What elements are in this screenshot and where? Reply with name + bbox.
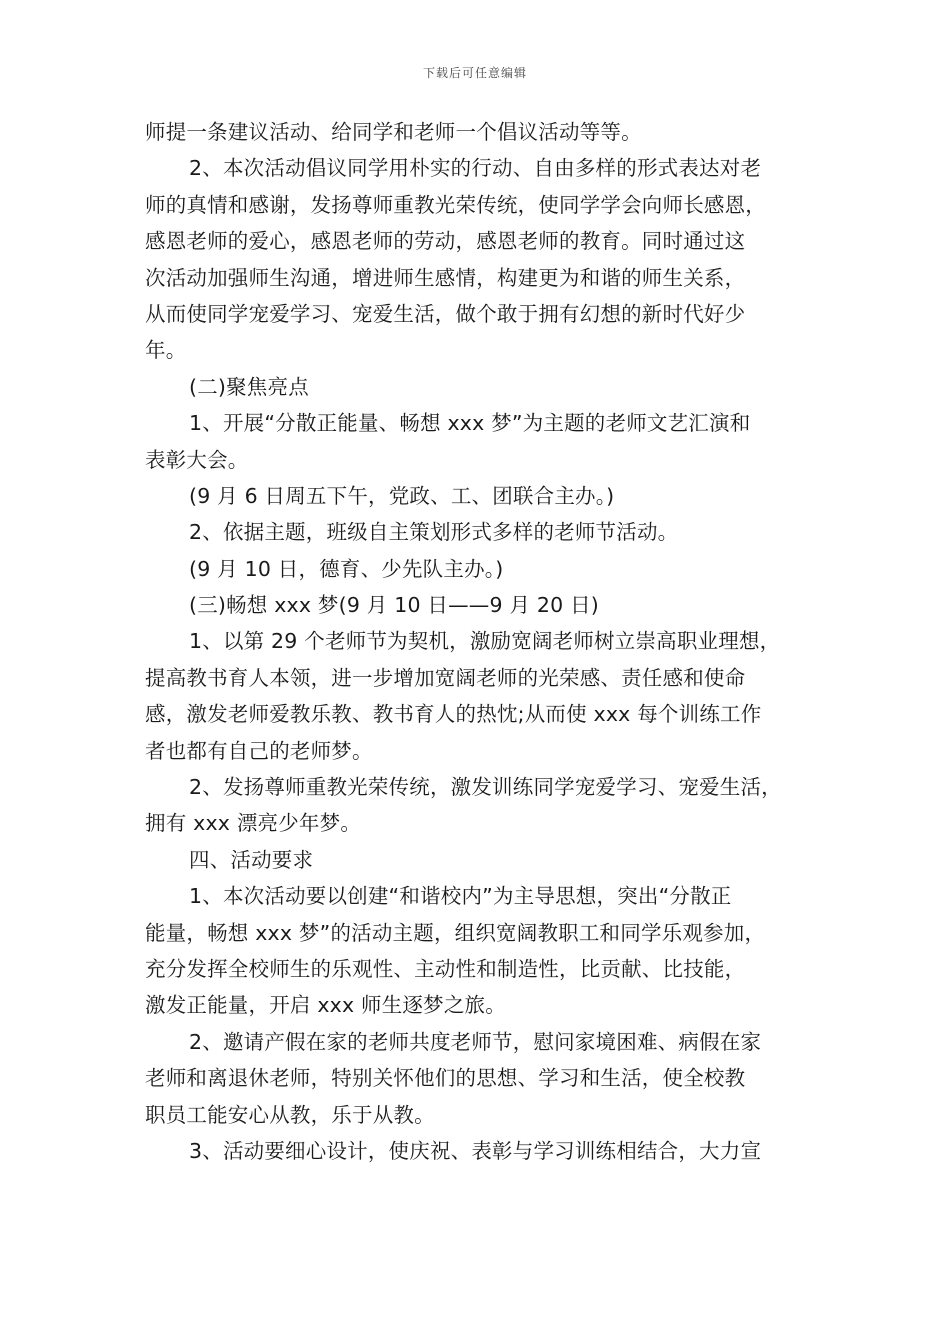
text-line: 者也都有自己的老师梦。 — [145, 738, 373, 763]
text-line: 1、以第 29 个老师节为契机，激励宽阔老师树立崇高职业理想， — [189, 629, 781, 654]
text-line: 1、开展“分散正能量、畅想 xxx 梦”为主题的老师文艺汇演和 — [189, 411, 751, 436]
text-line: (9 月 10 日，德育、少先队主办。) — [189, 556, 504, 581]
text-line: 老师和离退休老师，特别关怀他们的思想、学习和生活，使全校教 — [145, 1066, 746, 1091]
text-line: 2、依据主题，班级自主策划形式多样的老师节活动。 — [189, 520, 679, 545]
text-line: (9 月 6 日周五下午，党政、工、团联合主办。) — [189, 483, 615, 508]
text-line: 师的真情和感谢，发扬尊师重教光荣传统，使同学学会向师长感恩， — [145, 192, 766, 217]
text-line: 2、邀请产假在家的老师共度老师节，慰问家境困难、病假在家 — [189, 1029, 762, 1054]
text-line: 2、发扬尊师重教光荣传统，激发训练同学宠爱学习、宠爱生活， — [189, 775, 782, 800]
text-line: 师提一条建议活动、给同学和老师一个倡议活动等等。 — [145, 120, 642, 144]
text-line: 年。 — [145, 338, 187, 363]
text-line: 从而使同学宠爱学习、宠爱生活，做个敢于拥有幻想的新时代好少 — [145, 301, 746, 326]
text-line: 四、活动要求 — [189, 847, 314, 872]
text-line: 职员工能安心从教，乐于从教。 — [145, 1102, 435, 1127]
text-line: 能量，畅想 xxx 梦”的活动主题，组织宽阔教职工和同学乐观参加， — [145, 920, 766, 945]
text-line: 提高教书育人本领，进一步增加宽阔老师的光荣感、责任感和使命 — [145, 665, 746, 690]
header-note: 下载后可任意编辑 — [422, 66, 527, 80]
text-line: 表彰大会。 — [145, 447, 249, 472]
text-line: 激发正能量，开启 xxx 师生逐梦之旅。 — [145, 993, 506, 1018]
document-body — [145, 114, 825, 1169]
text-line: (二)聚焦亮点 — [189, 374, 309, 399]
text-line: 拥有 xxx 漂亮少年梦。 — [145, 811, 362, 836]
text-line: 感恩老师的爱心，感恩老师的劳动，感恩老师的教育。同时通过这 — [145, 229, 746, 254]
text-line: 感，激发老师爱教乐教、教书育人的热忱;从而使 xxx 每个训练工作 — [145, 702, 762, 727]
text-line: 2、本次活动倡议同学用朴实的行动、自由多样的形式表达对老 — [189, 156, 762, 181]
text-line: 次活动加强师生沟通，增进师生感情，构建更为和谐的师生关系， — [145, 265, 746, 290]
text-line: (三)畅想 xxx 梦(9 月 10 日——9 月 20 日) — [189, 593, 599, 618]
text-line: 1、本次活动要以创建“和谐校内”为主导思想，突出“分散正 — [189, 884, 732, 909]
text-line: 充分发挥全校师生的乐观性、主动性和制造性，比贡献、比技能， — [145, 956, 746, 981]
text-line: 3、活动要细心设计，使庆祝、表彰与学习训练相结合，大力宣 — [189, 1138, 762, 1163]
